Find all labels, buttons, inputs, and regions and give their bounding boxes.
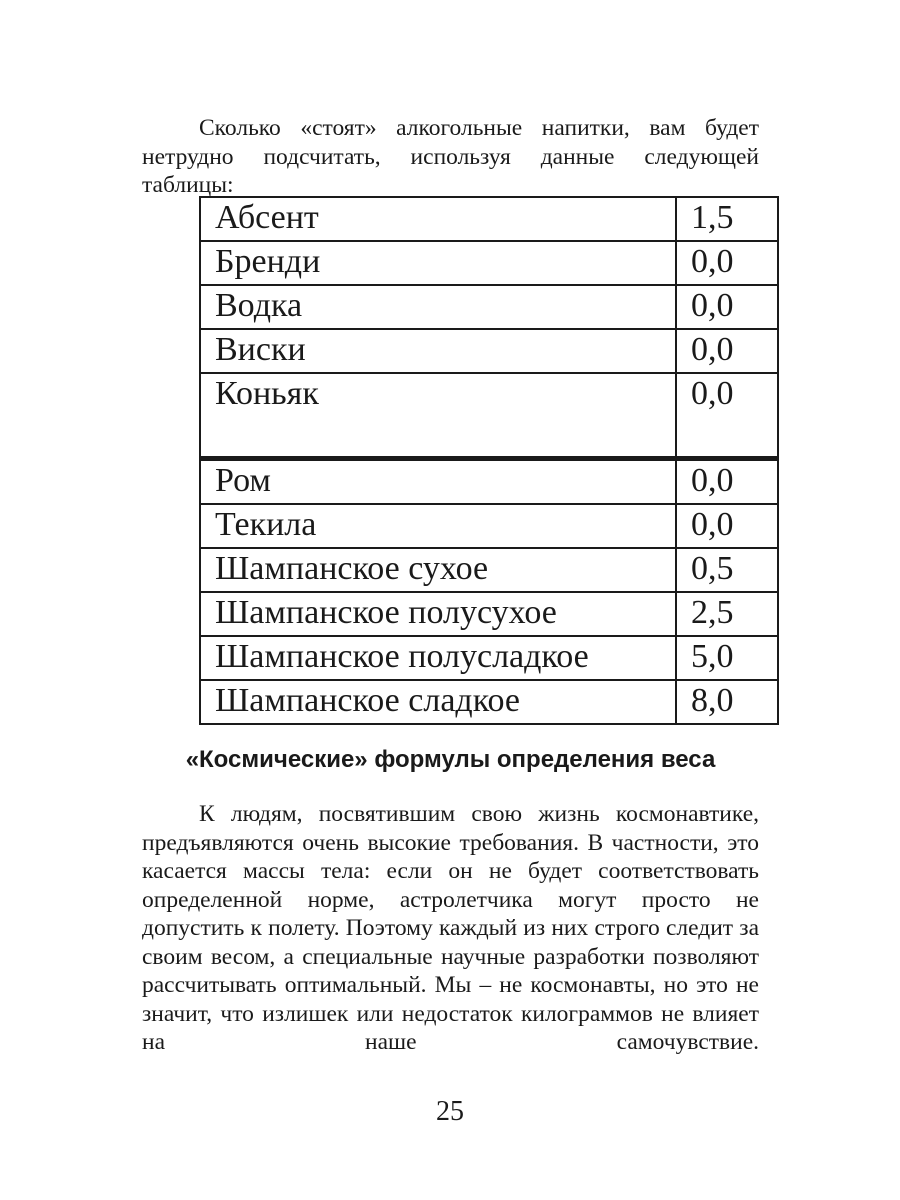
intro-paragraph: Сколько «стоят» алкогольные напитки, вам будет нетрудно подсчитать, используя данные следующей таблицы:	[142, 115, 759, 198]
table-row	[200, 636, 778, 680]
drink-name: Шампанское полусухое	[200, 592, 676, 636]
drink-value: 0,0	[676, 373, 778, 459]
drink-value: 0,0	[676, 504, 778, 548]
table-row	[200, 329, 778, 373]
drink-value: 0,5	[676, 548, 778, 592]
drink-value: 0,0	[676, 285, 778, 329]
drink-name: Шампанское сухое	[200, 548, 676, 592]
table-row	[200, 241, 778, 285]
table-row	[200, 459, 778, 505]
drink-name: Коньяк	[200, 373, 676, 459]
page-number: 25	[436, 1096, 464, 1127]
drink-name: Абсент	[200, 197, 676, 241]
table-row	[200, 285, 778, 329]
drink-name: Ром	[200, 459, 676, 505]
body-paragraph: К людям, посвятившим свою жизнь космонавтике, предъявляются очень высокие требования. В частности, это касается массы тела: если он не будет соответствовать определенной норме, астролетчика могут просто не допустить к полету. Поэтому каждый из них строго следит за своим весом, а специальные научные разработки позволяют рассчитывать оптимальный. Мы – не космонавты, но это не значит, что излишек или недостаток килограммов не влияет на наше самочувствие.	[142, 801, 759, 1055]
table-row	[200, 373, 778, 459]
drink-value: 5,0	[676, 636, 778, 680]
drink-value: 0,0	[676, 241, 778, 285]
drink-value: 8,0	[676, 680, 778, 724]
drink-value: 2,5	[676, 592, 778, 636]
drink-name: Виски	[200, 329, 676, 373]
drink-value: 1,5	[676, 197, 778, 241]
drink-name: Бренди	[200, 241, 676, 285]
drinks-table	[199, 196, 779, 725]
table-row	[200, 680, 778, 724]
drink-name: Шампанское сладкое	[200, 680, 676, 724]
section-heading: «Космические» формулы определения веса	[185, 746, 716, 773]
drink-value: 0,0	[676, 459, 778, 505]
table-row	[200, 504, 778, 548]
drink-name: Водка	[200, 285, 676, 329]
drink-name: Текила	[200, 504, 676, 548]
table-row	[200, 548, 778, 592]
table-row	[200, 197, 778, 241]
drink-name: Шампанское полусладкое	[200, 636, 676, 680]
table-row	[200, 592, 778, 636]
drink-value: 0,0	[676, 329, 778, 373]
